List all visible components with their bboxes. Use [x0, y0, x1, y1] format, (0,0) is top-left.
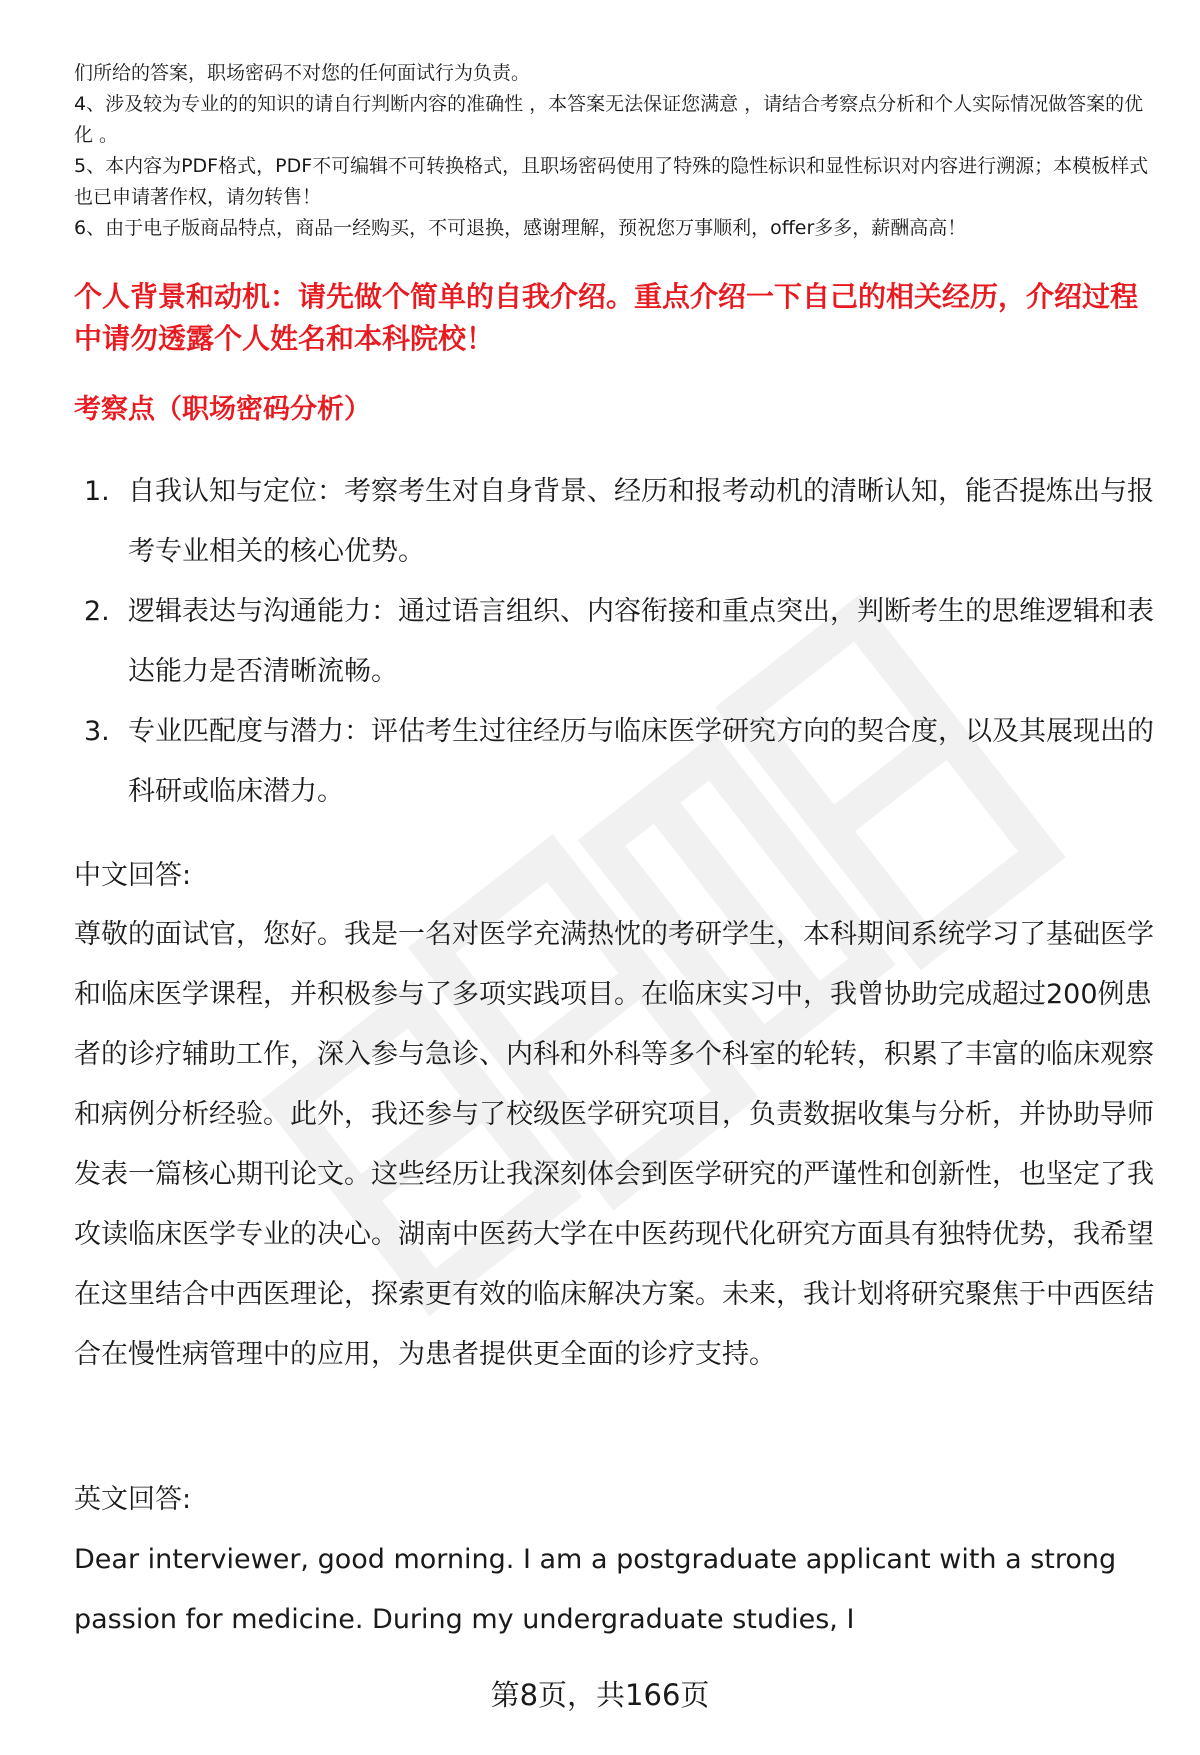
english-answer-text: Dear interviewer, good morning. I am a postgraduate applicant with a strong passion for medicine. During my undergraduate studies, I	[74, 1544, 1117, 1635]
notice-line: 5、本内容为PDF格式，PDF不可编辑不可转换格式，且职场密码使用了特殊的隐性标识和显性标识对内容进行溯源；本模板样式也已申请著作权，请勿转售！	[74, 155, 1149, 208]
list-item	[74, 462, 1154, 582]
points-heading: 考察点（职场密码分析）	[74, 394, 371, 425]
notice-line: 们所给的答案，职场密码不对您的任何面试行为负责。	[74, 62, 531, 84]
notice-line: 6、由于电子版商品特点，商品一经购买，不可退换，感谢理解，预祝您万事顺利，offer多多，薪酬高高！	[74, 217, 967, 239]
list-item	[74, 582, 1154, 702]
notice-section	[74, 58, 1154, 244]
list-number: 1.	[84, 476, 110, 507]
chinese-answer-text: 尊敬的面试官，您好。我是一名对医学充满热忱的考研学生，本科期间系统学习了基础医学和临床医学课程，并积极参与了多项实践项目。在临床实习中，我曾协助完成超过200例患者的诊疗辅助工作，深入参与急诊、内科和外科等多个科室的轮转，积累了丰富的临床观察和病例分析经验。此外，我还参与了校级医学研究项目，负责数据收集与分析，并协助导师发表一篇核心期刊论文。这些经历让我深刻体会到医学研究的严谨性和创新性，也坚定了我攻读临床医学专业的决心。湖南中医药大学在中医药现代化研究方面具有独特优势，我希望在这里结合中西医理论，探索更有效的临床解决方案。未来，我计划将研究聚焦于中西医结合在慢性病管理中的应用，为患者提供更全面的诊疗支持。	[74, 919, 1154, 1370]
list-number: 2.	[84, 596, 110, 627]
list-text: 专业匹配度与潜力：评估考生过往经历与临床医学研究方向的契合度，以及其展现出的科研或临床潜力。	[128, 716, 1154, 807]
list-number: 3.	[84, 716, 110, 747]
list-text: 逻辑表达与沟通能力：通过语言组织、内容衔接和重点突出，判断考生的思维逻辑和表达能力是否清晰流畅。	[128, 596, 1154, 687]
list-text: 自我认知与定位：考察考生对自身背景、经历和报考动机的清晰认知，能否提炼出与报考专业相关的核心优势。	[128, 476, 1154, 567]
question-heading: 个人背景和动机：请先做个简单的自我介绍。重点介绍一下自己的相关经历，介绍过程中请勿透露个人姓名和本科院校！	[74, 280, 1139, 355]
points-list	[74, 462, 1154, 822]
page-number: 第8页，共166页	[490, 1678, 710, 1712]
chinese-answer-label: 中文回答:	[74, 860, 192, 891]
notice-line: 4、涉及较为专业的的知识的请自行判断内容的准确性 ，本答案无法保证您满意 ，请结合考察点分析和个人实际情况做答案的优化 。	[74, 93, 1144, 146]
list-item	[74, 702, 1154, 822]
english-answer-label: 英文回答:	[74, 1484, 192, 1515]
